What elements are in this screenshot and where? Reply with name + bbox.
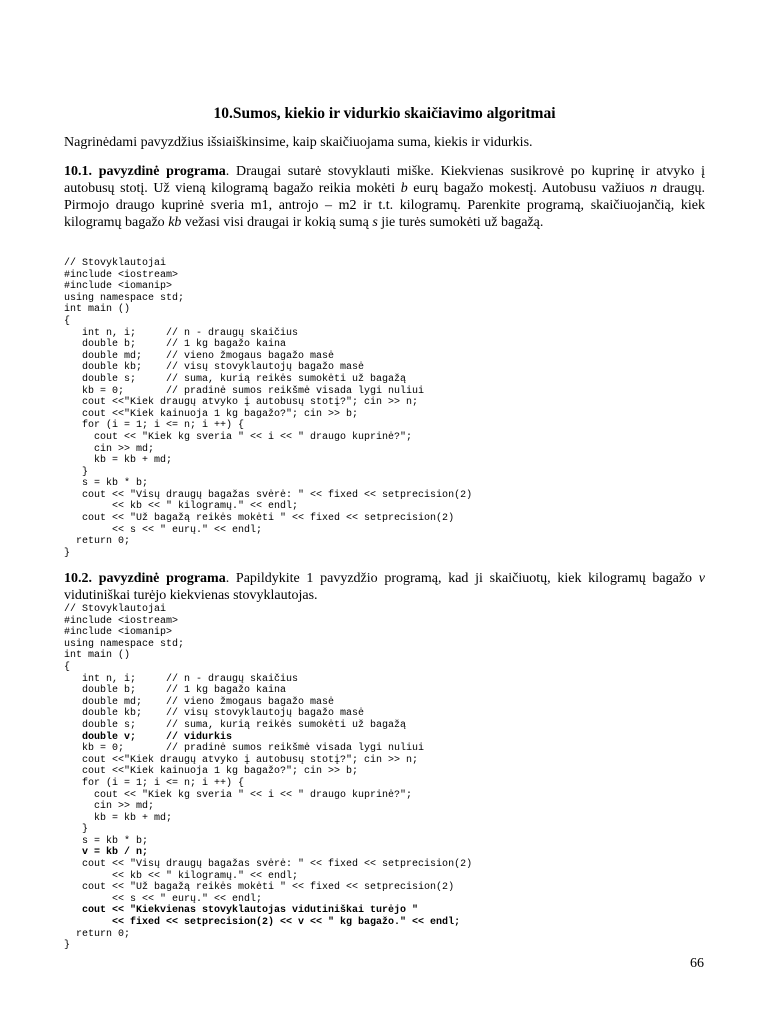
code-line: // Stovyklautojai <box>64 258 167 269</box>
example-1-paragraph <box>64 163 705 231</box>
example-1-text-e: jie turės sumokėti už bagažą. <box>377 215 544 230</box>
code-line: cout << "Kiek kg sveria " << i << " draugo kuprinė?"; <box>64 789 413 801</box>
code-line: << s << " eurų." << endl; <box>64 524 263 536</box>
code-line: } <box>64 547 71 559</box>
code-line: double v; // vidurkis <box>64 731 233 743</box>
code-line: } <box>64 940 71 952</box>
code-line: for (i = 1; i <= n; i ++) { <box>64 420 245 432</box>
code-line: } <box>64 824 89 836</box>
code-line: { <box>64 315 71 327</box>
code-line: using namespace std; <box>64 638 185 650</box>
code-listing-1 <box>64 258 472 559</box>
example-1-heading: 10.1. pavyzdinė programa <box>64 164 226 179</box>
code-line: v = kb / n; <box>64 847 149 859</box>
code-line: cout <<"Kiek kainuoja 1 kg bagažo?"; cin >> b; <box>64 766 359 778</box>
code-line: kb = 0; // pradinė sumos reikšmė visada lygi nuliui <box>64 385 425 397</box>
code-line: << kb << " kilogramų." << endl; <box>64 870 299 882</box>
code-line: cout <<"Kiek kainuoja 1 kg bagažo?"; cin >> b; <box>64 408 359 420</box>
var-b: b <box>400 181 408 196</box>
code-line: for (i = 1; i <= n; i ++) { <box>64 777 245 789</box>
code-line: return 0; <box>64 928 131 940</box>
var-s: s <box>372 215 378 230</box>
code-line: cout << "Kiekvienas stovyklautojas vidutiniškai turėjo " <box>64 905 419 917</box>
code-line: #include <iostream> <box>64 269 179 281</box>
code-line: cout <<"Kiek draugų atvyko į autobusų stotį?"; cin >> n; <box>64 754 419 766</box>
code-line: double s; // suma, kurią reikės sumokėti už bagažą <box>64 719 407 731</box>
code-line: cout << "Visų draugų bagažas svėrė: " << fixed << setprecision(2) <box>64 859 473 871</box>
example-1-text-c: draugų. Pirmojo draugo kuprinė sveria m1, antrojo – m2 ir t.t. kilogramų. Parenkite programą, skaičiuojančią, kiek kilogramų bagažo <box>64 181 705 230</box>
code-line: s = kb * b; <box>64 478 149 490</box>
code-line: double b; // 1 kg bagažo kaina <box>64 685 287 697</box>
code-line: { <box>64 661 71 673</box>
example-2-paragraph <box>64 570 705 604</box>
example-1-text-d: vežasi visi draugai ir kokią sumą <box>181 215 373 230</box>
code-line: int main () <box>64 650 131 662</box>
var-kb: kb <box>168 215 182 230</box>
code-line: << s << " eurų." << endl; <box>64 893 263 905</box>
code-line: int n, i; // n - draugų skaičius <box>64 327 299 339</box>
code-line: #include <iomanip> <box>64 627 173 639</box>
example-1-text-b: eurų bagažo mokestį. Autobusu važiuos <box>407 181 651 196</box>
code-line: double md; // vieno žmogaus bagažo masė <box>64 696 335 708</box>
code-line: // Stovyklautojai <box>64 604 167 615</box>
var-n: n <box>650 181 658 196</box>
code-line: double kb; // visų stovyklautojų bagažo masė <box>64 708 365 720</box>
code-line: double kb; // visų stovyklautojų bagažo masė <box>64 362 365 374</box>
example-2-text-a: . Papildykite 1 pavyzdžio programą, kad ji skaičiuotų, kiek kilogramų bagažo <box>225 571 699 586</box>
code-line: double s; // suma, kurią reikės sumokėti už bagažą <box>64 373 407 385</box>
section-title: 10.Sumos, kiekio ir vidurkio skaičiavimo algoritmai <box>213 105 556 122</box>
code-line: << kb << " kilogramų." << endl; <box>64 501 299 513</box>
code-line: kb = kb + md; <box>64 812 173 824</box>
code-listing-2 <box>64 604 472 952</box>
example-2-heading: 10.2. pavyzdinė programa <box>64 571 226 586</box>
code-line: kb = 0; // pradinė sumos reikšmė visada lygi nuliui <box>64 743 425 755</box>
example-2-text-b: vidutiniškai turėjo kiekvienas stovyklautojas. <box>64 588 318 603</box>
example-1-text-a: . Draugai sutarė stovyklauti miške. Kiekvienas susikrovė po kuprinę ir atvyko į autobusų stotį. Už vieną kilogramą bagažo reikia mokėti <box>64 164 705 196</box>
code-line: cin >> md; <box>64 801 155 813</box>
code-line: << fixed << setprecision(2) << v << " kg bagažo." << endl; <box>64 917 461 929</box>
code-line: cin >> md; <box>64 443 155 455</box>
code-line: kb = kb + md; <box>64 455 173 467</box>
code-line: #include <iomanip> <box>64 281 173 293</box>
code-line: double md; // vieno žmogaus bagažo masė <box>64 350 335 362</box>
code-line: return 0; <box>64 536 131 548</box>
var-v: v <box>698 571 705 586</box>
code-line: cout << "Visų draugų bagažas svėrė: " << fixed << setprecision(2) <box>64 489 473 501</box>
code-line: cout << "Kiek kg sveria " << i << " draugo kuprinė?"; <box>64 431 413 443</box>
code-line: #include <iostream> <box>64 615 179 627</box>
code-line: int main () <box>64 304 131 316</box>
code-line: double b; // 1 kg bagažo kaina <box>64 339 287 351</box>
code-line: cout <<"Kiek draugų atvyko į autobusų stotį?"; cin >> n; <box>64 397 419 409</box>
code-line: cout << "Už bagažą reikės mokėti " << fixed << setprecision(2) <box>64 513 455 525</box>
page-number: 66 <box>690 956 704 971</box>
code-line: int n, i; // n - draugų skaičius <box>64 673 299 685</box>
code-line: } <box>64 466 89 478</box>
code-line: using namespace std; <box>64 292 185 304</box>
code-line: s = kb * b; <box>64 835 149 847</box>
intro-paragraph: Nagrinėdami pavyzdžius išsiaiškinsime, kaip skaičiuojama suma, kiekis ir vidurkis. <box>64 135 533 150</box>
code-line: cout << "Už bagažą reikės mokėti " << fixed << setprecision(2) <box>64 882 455 894</box>
